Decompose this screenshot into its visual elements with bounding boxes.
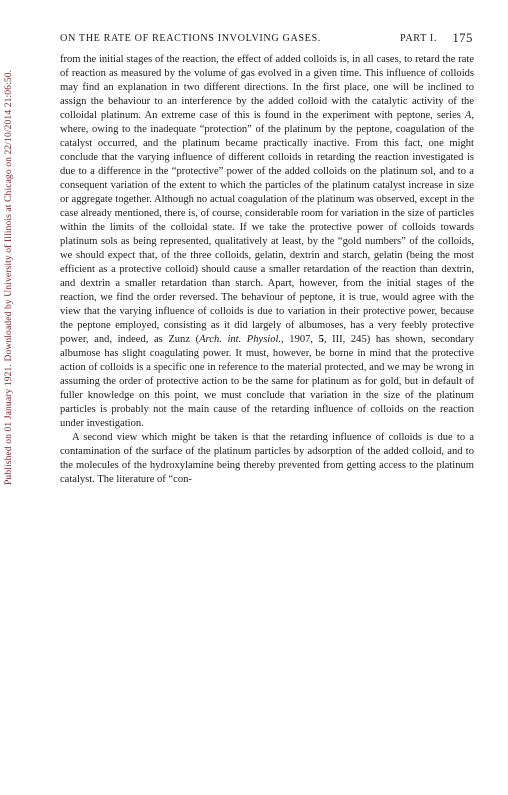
page-number: 175 (452, 31, 473, 45)
paragraph-1-text-a: from the initial stages of the reaction, the effect of added colloids is, in all cases, to retard the rate of reaction as measured by the volume of gas evolved in a given time. This influence of colloids may find an explanation in two different directions. In the first place, one will be inclined to assign the behaviour to an interference by the added colloid with the catalytic activity of the colloidal platinum. An extreme case of this is found in the experiment with peptone, series (60, 54, 474, 122)
download-watermark (2, 40, 16, 515)
article-body (60, 53, 474, 487)
journal-citation: Arch. int. Physiol. (199, 334, 282, 346)
running-header (60, 31, 473, 47)
running-title: ON THE RATE OF REACTIONS INVOLVING GASES. (60, 33, 321, 44)
volume-number: 5 (318, 334, 324, 346)
paragraph-1 (60, 53, 474, 431)
series-label: A (464, 110, 472, 122)
paragraph-1-text-c: , 1907, (281, 334, 319, 346)
part-label: PART I. (400, 33, 437, 44)
paragraph-2: A second view which might be taken is that the retarding influence of colloids is due to a contamination of the surface of the platinum particles by adsorption of the added colloid, and to the molecules of the hydroxylamine being thereby prevented from getting access to the platinum catalyst. The literature of “con- (60, 432, 474, 486)
download-note: Published on 01 January 1921. Downloaded by University of Illinois at Chicago on 22/10/2014 21:06:50. (3, 69, 14, 486)
paragraph-1-text-d: , III, 245) has shown, secondary albumose has slight coagulating power. It must, however, be borne in mind that the protective action of colloids is a specific one in reference to the material protected, and we may be wrong in assuming the order of protective action to be the same for platinum as for gold, but in default of fuller knowledge on this point, we must conclude that variation in the size of the platinum particles is probably not the main cause of the retarding influence of colloids on the reaction under investigation. (60, 334, 474, 430)
paragraph-1-text-b: , where, owing to the inadequate “protection” of the platinum by the peptone, coagulation of the catalyst occurred, and the platinum became practically inactive. From this fact, one might conclude that the varying influence of different colloids in retarding the reaction investigated is due to a difference in the “protective” power of the added colloids on the platinum sol, and to a consequent variation of the extent to which the particles of the platinum catalyst increase in size or aggregate together. Although no actual coagulation of the platinum was observed, except in the case already mentioned, there is, of course, considerable room for variation in the size of particles within the limits of the colloidal state. If we take the protective power of colloids towards platinum sols as being represented, qualitatively at least, by the “gold numbers” of the colloids, we should expect that, of the three colloids, gelatin, dextrin and starch, gelatin (being the most efficient as a protective colloid) should cause a smaller retardation of the reaction than dextrin, and dextrin a smaller retardation than starch. Apart, however, from the initial stages of the reaction, we find the order reversed. The behaviour of peptone, it is true, would agree with the view that the varying influence of colloids is due to variation in their protective power, because the peptone employed, consisting as it did largely of albumoses, has a very feebly protective power, and, indeed, as Zunz ( (60, 110, 474, 346)
